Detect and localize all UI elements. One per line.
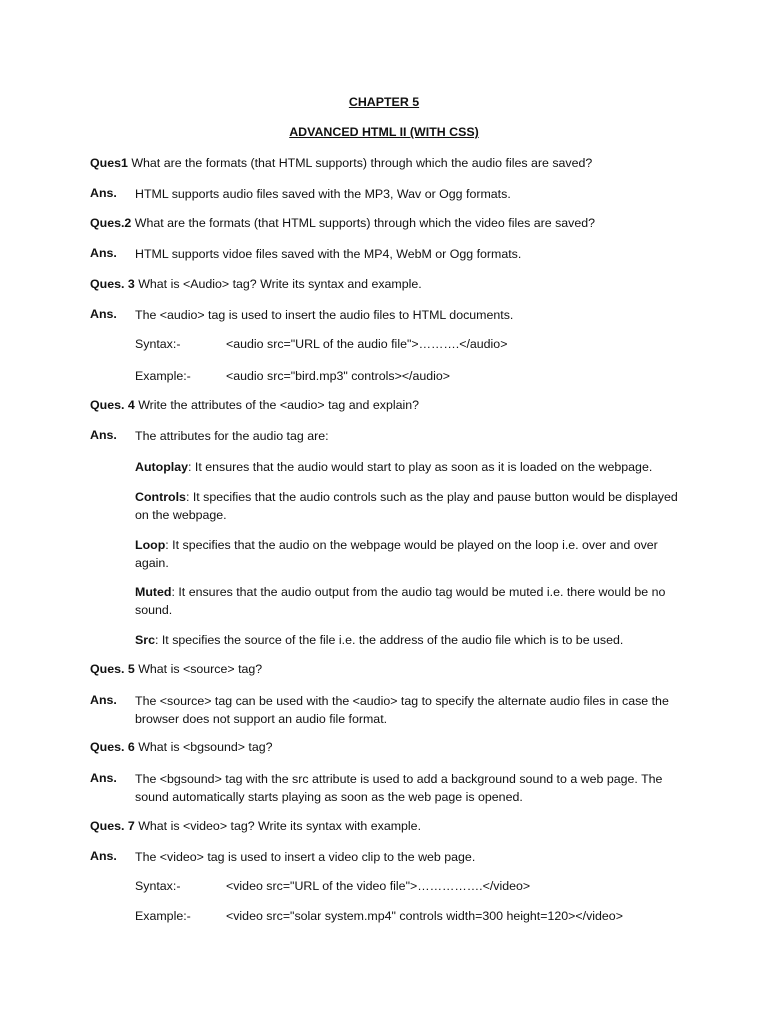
attribute-desc: : It ensures that the audio output from the audio tag would be muted i.e. there would be no sound. [135, 585, 666, 617]
question-text: What is <video> tag? Write its syntax with example. [134, 819, 422, 833]
attribute-name: Autoplay [135, 460, 189, 474]
question-text: What are the formats (that HTML supports) through which the audio files are saved? [127, 156, 593, 170]
question-6 [90, 739, 273, 756]
question-label: Ques. 7 [90, 819, 135, 833]
question-label: Ques. 4 [90, 398, 135, 412]
answer-label: Ans. [90, 246, 117, 260]
question-3 [90, 276, 422, 293]
question-label: Ques1 [90, 156, 128, 170]
question-text: What is <Audio> tag? Write its syntax and example. [134, 277, 422, 291]
syntax-value: <audio src="URL of the audio file">……….</audio> [226, 337, 508, 351]
answer-label: Ans. [90, 849, 117, 863]
attribute-loop [135, 536, 680, 572]
example-value: <audio src="bird.mp3" controls></audio> [226, 369, 451, 383]
syntax-label: Syntax:- [135, 337, 181, 351]
chapter-subtitle: ADVANCED HTML II (WITH CSS) [289, 125, 479, 139]
question-label: Ques. 3 [90, 277, 135, 291]
answer-4: The attributes for the audio tag are: [135, 429, 329, 443]
question-2 [90, 215, 595, 232]
attribute-name: Controls [135, 490, 186, 504]
question-7 [90, 818, 421, 835]
answer-6: The <bgsound> tag with the src attribute is used to add a background sound to a web page. The sound automatically starts playing as soon as the web page is opened. [135, 772, 663, 804]
attribute-desc: : It specifies the source of the file i.e. the address of the audio file which is to be used. [154, 633, 624, 647]
answer-3: The <audio> tag is used to insert the audio files to HTML documents. [135, 308, 514, 322]
question-4 [90, 397, 419, 414]
syntax-value: <video src="URL of the video file">…………….</video> [226, 879, 531, 893]
attribute-desc: : It specifies that the audio controls such as the play and pause button would be displayed on the webpage. [135, 490, 678, 522]
answer-1: HTML supports audio files saved with the MP3, Wav or Ogg formats. [135, 187, 511, 201]
syntax-label: Syntax:- [135, 879, 181, 893]
answer-7: The <video> tag is used to insert a video clip to the web page. [135, 850, 476, 864]
answer-label: Ans. [90, 771, 117, 785]
answer-label: Ans. [90, 186, 117, 200]
question-5 [90, 661, 262, 678]
attribute-muted [135, 583, 680, 619]
example-value: <video src="solar system.mp4" controls width=300 height=120></video> [226, 909, 623, 923]
attribute-name: Muted [135, 585, 172, 599]
attribute-name: Loop [135, 538, 166, 552]
attribute-desc: : It specifies that the audio on the webpage would be played on the loop i.e. over and over again. [135, 538, 658, 570]
attribute-controls [135, 488, 680, 524]
example-label: Example:- [135, 369, 191, 383]
attribute-autoplay [135, 458, 680, 476]
question-text: What is <source> tag? [134, 662, 263, 676]
chapter-heading: CHAPTER 5 [348, 95, 420, 109]
question-label: Ques.2 [90, 216, 132, 230]
question-text: What are the formats (that HTML supports) through which the video files are saved? [131, 216, 596, 230]
question-label: Ques. 5 [90, 662, 135, 676]
answer-label: Ans. [90, 428, 117, 442]
question-text: What is <bgsound> tag? [134, 740, 273, 754]
attribute-desc: : It ensures that the audio would start to play as soon as it is loaded on the webpage. [188, 460, 653, 474]
question-text: Write the attributes of the <audio> tag and explain? [134, 398, 420, 412]
answer-label: Ans. [90, 693, 117, 707]
attribute-src [135, 631, 680, 649]
question-label: Ques. 6 [90, 740, 135, 754]
example-label: Example:- [135, 909, 191, 923]
question-1 [90, 155, 592, 172]
answer-5: The <source> tag can be used with the <audio> tag to specify the alternate audio files in case the browser does not support an audio file format. [135, 694, 669, 726]
answer-label: Ans. [90, 307, 117, 321]
attribute-name: Src [135, 633, 155, 647]
answer-2: HTML supports vidoe files saved with the MP4, WebM or Ogg formats. [135, 247, 522, 261]
